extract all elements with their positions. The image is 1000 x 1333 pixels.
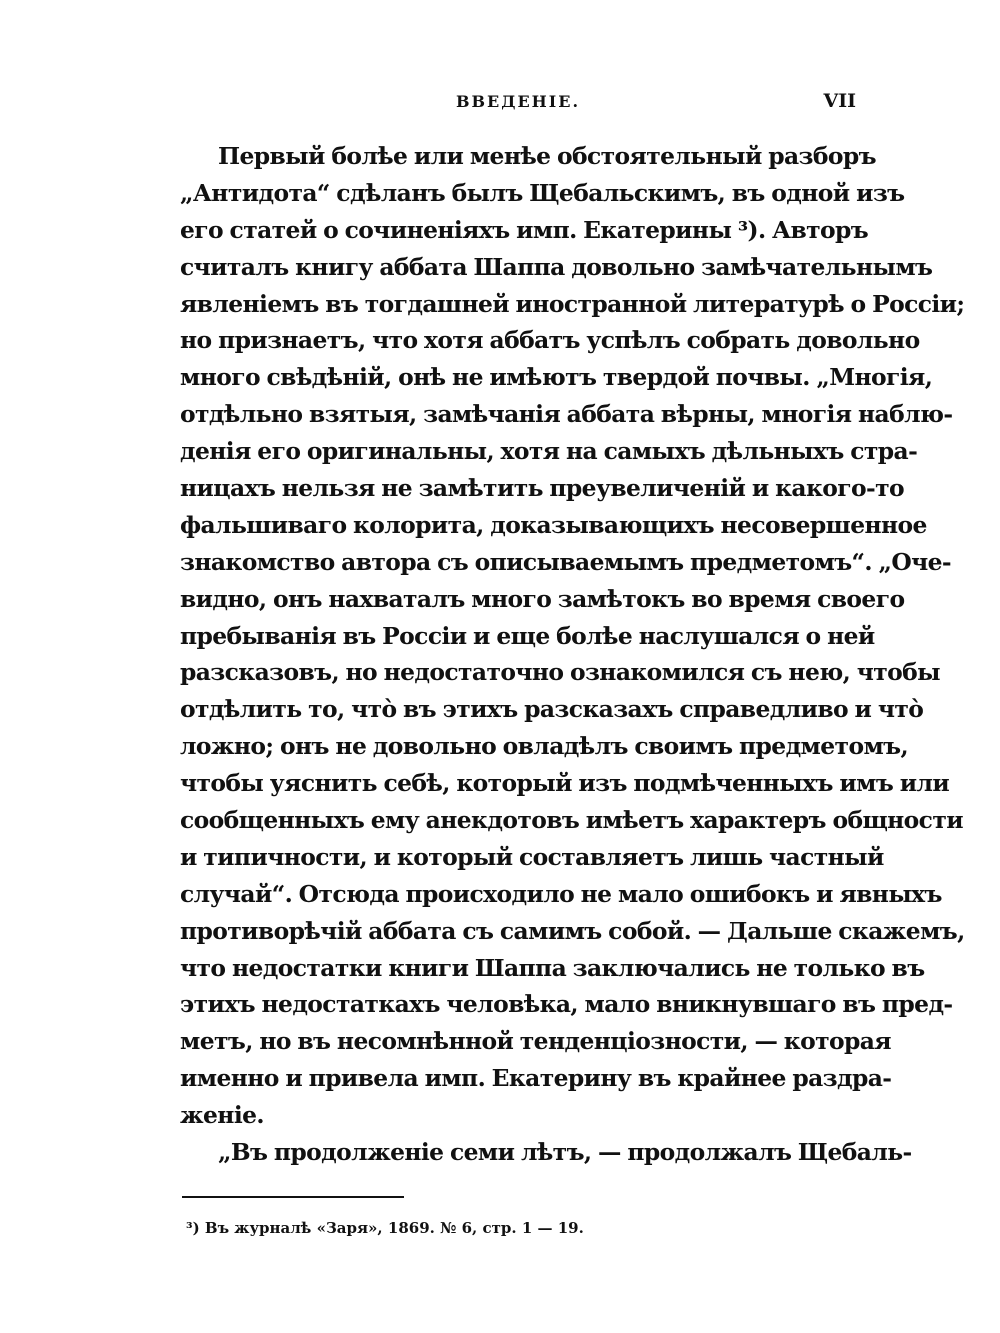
text-line: женіе. bbox=[180, 1101, 264, 1130]
text-line: что недостатки книги Шаппа заключались не только въ bbox=[180, 953, 925, 982]
text-line: ложно; онъ не довольно овладѣлъ своимъ предметомъ, bbox=[180, 732, 909, 761]
text-line: видно, онъ нахваталъ много замѣтокъ во время своего bbox=[180, 584, 905, 613]
text-line: именно и привела имп. Екатерину въ крайнее раздра- bbox=[180, 1064, 892, 1093]
text-line: пребыванія въ Россіи и еще болѣе наслушался о ней bbox=[180, 621, 875, 650]
text-line: этихъ недостаткахъ человѣка, мало вникнувшаго въ пред- bbox=[180, 990, 953, 1019]
footnote: ³) Въ журналѣ «Заря», 1869. № 6, стр. 1 — 19. bbox=[186, 1219, 584, 1237]
text-line: случай“. Отсюда происходило не мало ошибокъ и явныхъ bbox=[180, 879, 942, 908]
text-line: сообщенныхъ ему анекдотовъ имѣетъ характеръ общности bbox=[180, 806, 963, 835]
text-line: считалъ книгу аббата Шаппа довольно замѣчательнымъ bbox=[180, 252, 933, 281]
text-line: и типичности, и который составляетъ лишь частный bbox=[180, 842, 884, 871]
text-line: отдѣлить то, что̀ въ этихъ разсказахъ справедливо и что̀ bbox=[180, 695, 924, 724]
text-line: Первый болѣе или менѣе обстоятельный разборъ bbox=[218, 142, 876, 170]
footnote-divider bbox=[182, 1196, 404, 1198]
text-line: фальшиваго колорита, доказывающихъ несовершенное bbox=[180, 510, 927, 539]
text-line: денія его оригинальны, хотя на самыхъ дѣльныхъ стра- bbox=[180, 437, 918, 466]
running-head bbox=[180, 88, 856, 114]
running-title: ВВЕДЕНІЕ. bbox=[455, 92, 581, 111]
text-line: разсказовъ, но недостаточно ознакомился съ нею, чтобы bbox=[180, 658, 940, 687]
page-number: VII bbox=[823, 90, 856, 112]
text-line: ницахъ нельзя не замѣтить преувеличеній и какого-то bbox=[180, 474, 904, 503]
text-line: знакомство автора съ описываемымъ предметомъ“. „Оче- bbox=[180, 547, 952, 576]
body-text bbox=[180, 138, 965, 1171]
text-line: его статей о сочиненіяхъ имп. Екатерины ³). Авторъ bbox=[180, 215, 869, 244]
text-line: много свѣдѣній, онѣ не имѣютъ твердой почвы. „Многія, bbox=[180, 363, 933, 392]
text-line: явленіемъ въ тогдашней иностранной литературѣ о Россіи; bbox=[180, 289, 965, 318]
text-line: метъ, но въ несомнѣнной тенденціозности, — которая bbox=[180, 1027, 891, 1056]
text-line: чтобы уяснить себѣ, который изъ подмѣченныхъ имъ или bbox=[180, 769, 950, 798]
text-line: противорѣчій аббата съ самимъ собой. — Дальше скажемъ, bbox=[180, 916, 965, 945]
text-line: но признаетъ, что хотя аббатъ успѣлъ собрать довольно bbox=[180, 326, 920, 355]
text-line: отдѣльно взятыя, замѣчанія аббата вѣрны, многія наблю- bbox=[180, 400, 953, 429]
text-line: „Въ продолженіе семи лѣтъ, — продолжалъ Щебаль- bbox=[218, 1138, 912, 1167]
text-line: „Антидота“ сдѣланъ былъ Щебальскимъ, въ одной изъ bbox=[180, 178, 905, 207]
